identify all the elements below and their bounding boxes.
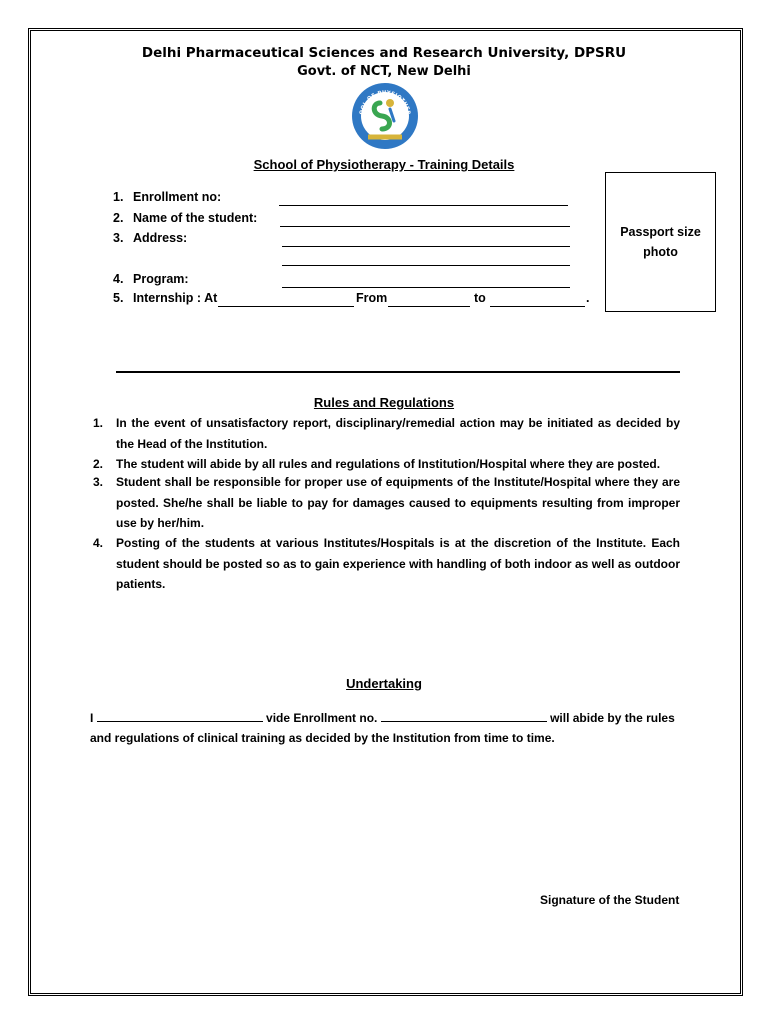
rule-item: 2. The student will abide by all rules and regulations of Institution/Hospital where they are posted. <box>93 457 661 471</box>
university-name: Delhi Pharmaceutical Sciences and Research University, DPSRU <box>141 45 627 61</box>
undertaking-name-blank[interactable] <box>97 711 263 722</box>
name-blank[interactable] <box>280 226 570 227</box>
internship-end: . <box>586 291 590 305</box>
field-label: Program: <box>133 272 189 286</box>
govt-subtitle: Govt. of NCT, New Delhi <box>297 64 471 79</box>
rule-item: 4. Posting of the students at various Institutes/Hospitals is at the discretion of the Institute. Each student should be posted so as to gain experience with handling of both indoor as well as outdoor patients. <box>93 536 680 591</box>
internship-to-label: to <box>474 291 486 305</box>
field-address: 3. Address: <box>113 231 188 245</box>
photo-label-line2: photo <box>643 245 678 259</box>
rule-item: 1. In the event of unsatisfactory report, disciplinary/remedial action may be initiated as decided by the Head of the Institution. <box>93 416 680 451</box>
undertaking-text: I vide Enrollment no. will abide by the rules and regulations of clinical training as decided by the Institution from time to time. <box>90 711 675 745</box>
field-student-name: 2. Name of the student: <box>113 211 258 225</box>
school-logo <box>350 81 420 151</box>
internship-from-label: From <box>356 291 388 305</box>
field-internship: 5. Internship : At <box>113 291 218 305</box>
internship-from-blank[interactable] <box>388 306 470 307</box>
field-enrollment: 1. Enrollment no: <box>113 190 222 204</box>
program-blank[interactable] <box>282 287 570 288</box>
photo-label-line1: Passport size <box>620 225 701 239</box>
field-label: Address: <box>133 231 188 245</box>
form-title: School of Physiotherapy - Training Details <box>253 157 515 172</box>
rules-title: Rules and Regulations <box>313 395 455 410</box>
undertaking-enrollment-blank[interactable] <box>381 711 547 722</box>
address-blank-2[interactable] <box>282 265 570 266</box>
undertaking-title: Undertaking <box>346 676 422 691</box>
section-divider <box>116 371 680 373</box>
field-label: Name of the student: <box>133 211 258 225</box>
field-program: 4. Program: <box>113 272 189 286</box>
logo-text: OOL OF PHYSIOTHER <box>358 89 412 116</box>
rule-item: 3. Student shall be responsible for proper use of equipments of the Institute/Hospital where they are posted. She/he shall be liable to pay for damages caused to equipments resulting from improper use by her/him. <box>93 475 680 530</box>
passport-photo-box <box>605 172 716 312</box>
internship-to-blank[interactable] <box>490 306 585 307</box>
address-blank-1[interactable] <box>282 246 570 247</box>
field-label: Enrollment no: <box>133 190 222 204</box>
internship-place-blank[interactable] <box>218 306 354 307</box>
enrollment-blank[interactable] <box>279 205 568 206</box>
signature-label: Signature of the Student <box>540 893 680 907</box>
